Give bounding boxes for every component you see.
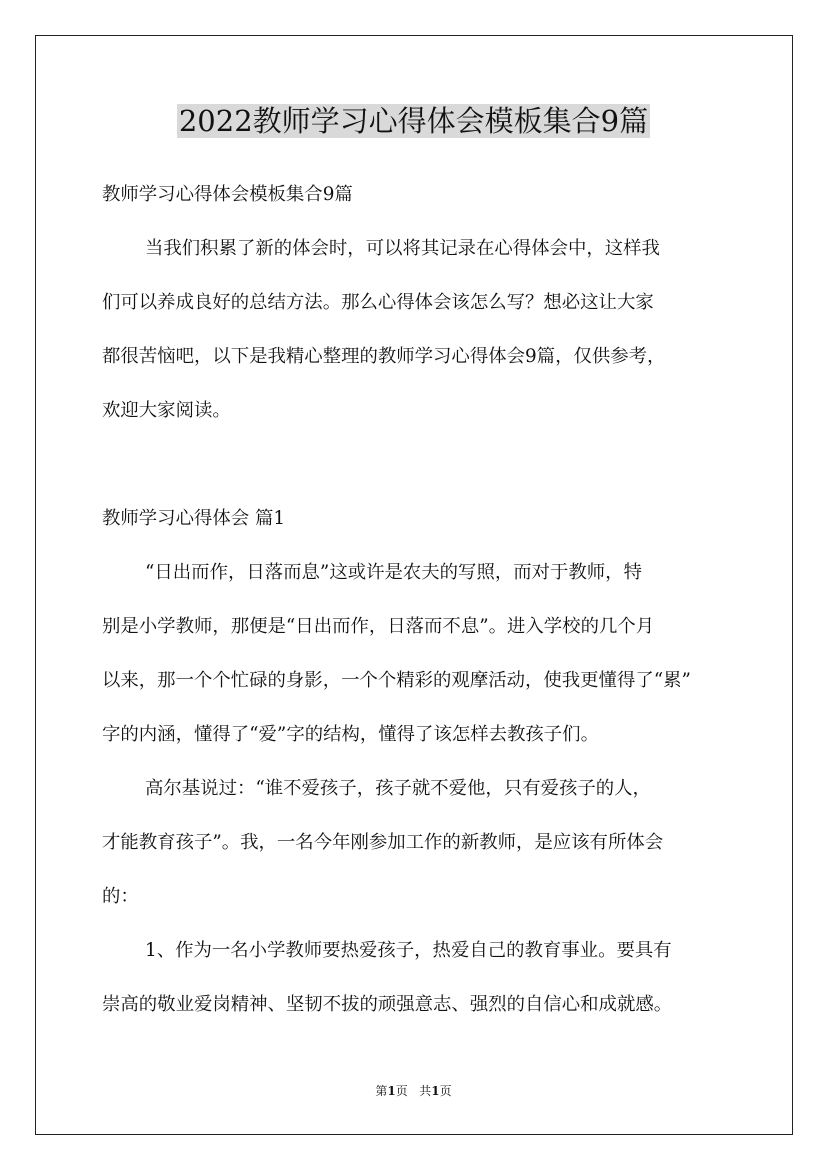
body-line: 高尔基说过：“谁不爱孩子，孩子就不爱他，只有爱孩子的人，: [145, 778, 651, 799]
document-title: [0, 99, 827, 143]
intro-line: 当我们积累了新的体会时，可以将其记录在心得体会中，这样我: [145, 238, 660, 259]
body-line: 以来，那一个个忙碌的身影，一个个精彩的观摩活动，使我更懂得了“累”: [102, 670, 691, 691]
body-line: 别是小学教师，那便是“日出而作，日落而不息”。进入学校的几个月: [102, 616, 655, 637]
intro-line: 欢迎大家阅读。: [102, 400, 231, 421]
document-title-text: 2022教师学习心得体会模板集合9篇: [178, 104, 649, 138]
body-line: “日出而作，日落而息”这或许是农夫的写照，而对于教师，特: [145, 562, 642, 583]
body-line: 崇高的敬业爱岗精神、坚韧不拔的顽强意志、强烈的自信心和成就感。: [102, 994, 673, 1015]
page-suffix: 页: [395, 1084, 408, 1098]
page-prefix: 第: [375, 1084, 388, 1098]
body-line: 的：: [102, 886, 139, 907]
body-line: 1、作为一名小学教师要热爱孩子，热爱自己的教育事业。要具有: [145, 940, 672, 961]
total-pages: 1: [431, 1084, 440, 1098]
section-heading: 教师学习心得体会 篇1: [102, 508, 286, 529]
page-number: 1: [387, 1084, 396, 1098]
intro-line: 都很苦恼吧，以下是我精心整理的教师学习心得体会9篇，仅供参考，: [102, 346, 666, 367]
page-footer: [0, 1082, 827, 1100]
total-suffix: 页: [439, 1084, 452, 1098]
total-prefix: 共: [419, 1084, 432, 1098]
document-subtitle: 教师学习心得体会模板集合9篇: [102, 184, 353, 205]
body-line: 字的内涵，懂得了“爱”字的结构，懂得了该怎样去教孩子们。: [102, 724, 599, 745]
body-line: 才能教育孩子”。我，一名今年刚参加工作的新教师，是应该有所体会: [102, 832, 664, 853]
intro-line: 们可以养成良好的总结方法。那么心得体会该怎么写？想必这让大家: [102, 292, 654, 313]
